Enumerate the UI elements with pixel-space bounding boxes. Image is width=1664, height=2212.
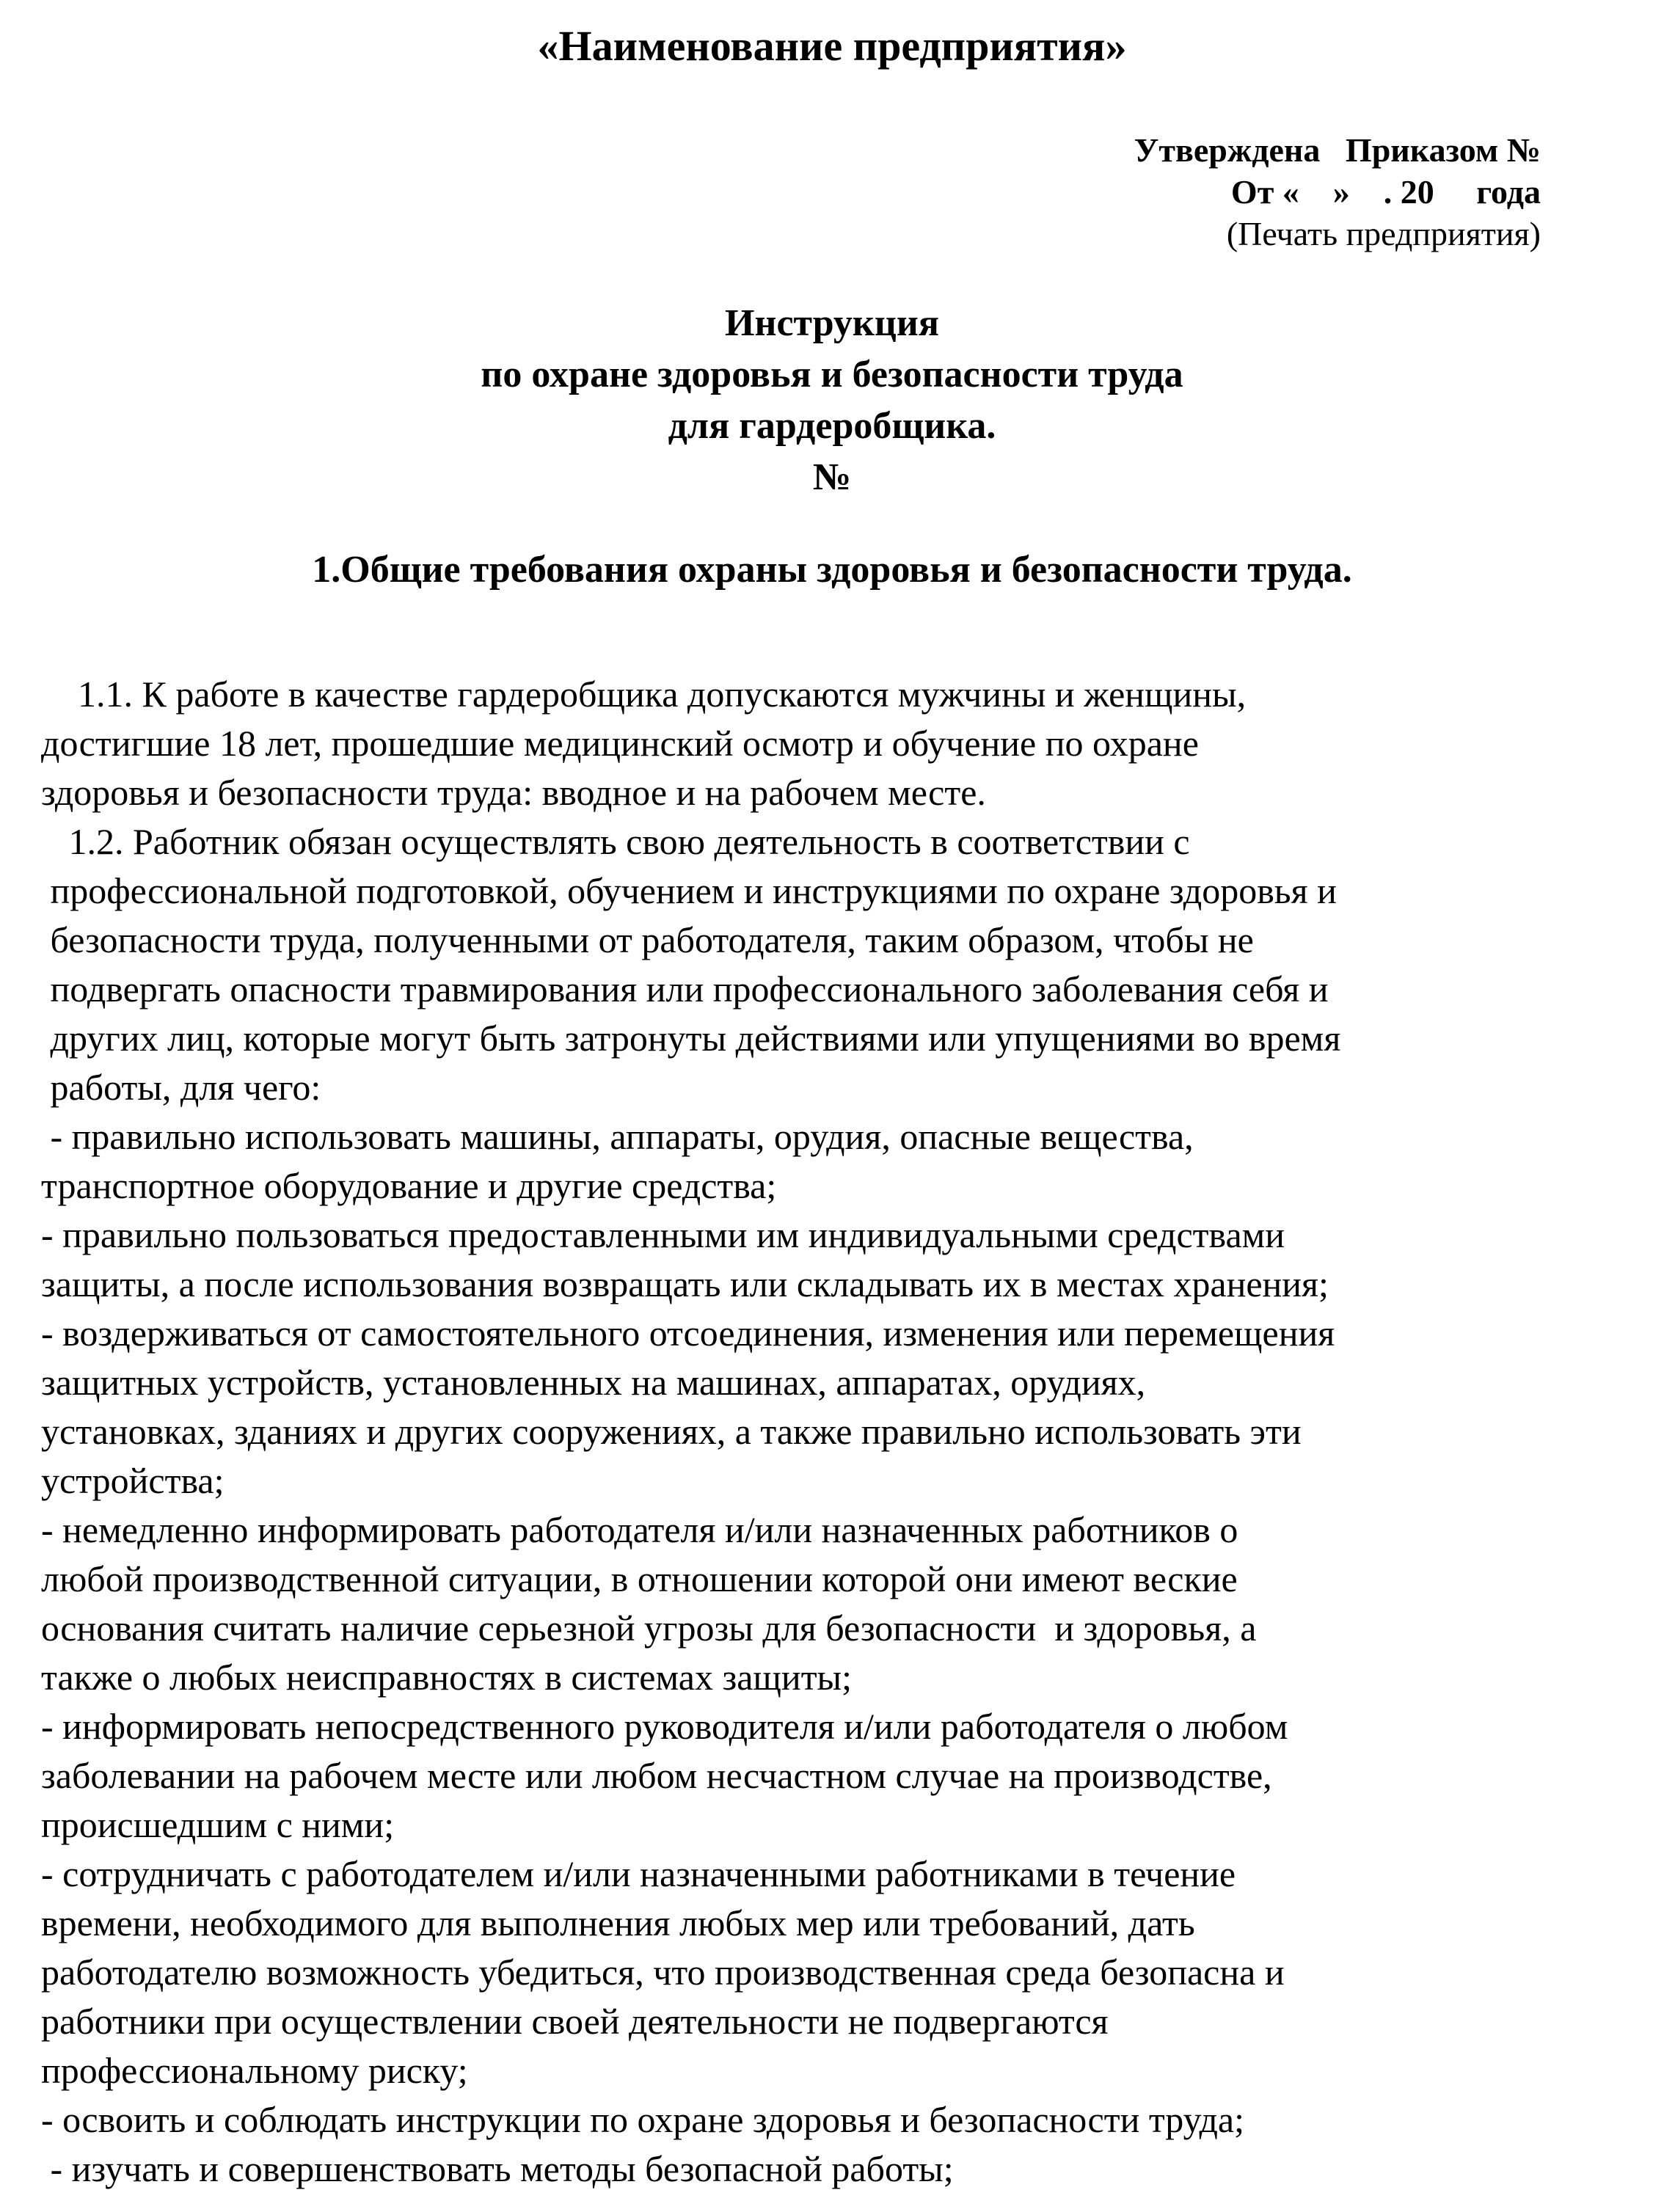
text-line: - немедленно информировать работодателя и/или назначенных работников о (41, 1509, 1238, 1550)
text-line: происшедшим с ними; (41, 1804, 395, 1845)
text-line: также о любых неисправностях в системах защиты; (41, 1657, 853, 1698)
text-line: безопасности труда, полученными от работодателя, таким образом, чтобы не (41, 919, 1254, 960)
text-line: - воздерживаться от самостоятельного отсоединения, изменения или перемещения (41, 1313, 1335, 1354)
document-title (0, 298, 1664, 503)
text-line: профессиональной подготовкой, обучением и инструкциями по охране здоровья и (41, 870, 1337, 911)
text-line: устройства; (41, 1460, 225, 1501)
section-heading: 1.Общие требования охраны здоровья и безопасности труда. (312, 549, 1352, 591)
text-line: - сотрудничать с работодателем и/или назначенными работниками в течение (41, 1853, 1236, 1894)
text-line: работники при осуществлении своей деятельности не подвергаются (41, 2001, 1109, 2042)
text-line: основания считать наличие серьезной угрозы для безопасности и здоровья, а (41, 1607, 1257, 1649)
title-number: № (812, 456, 852, 498)
text-line: любой производственной ситуации, в отношении которой они имеют веские (41, 1558, 1238, 1599)
stamp-placeholder: (Печать предприятия) (1226, 215, 1541, 252)
text-line: заболевании на рабочем месте или любом несчастном случае на производстве, (41, 1755, 1272, 1796)
text-line: установках, зданиях и других сооружениях, а также правильно использовать эти (41, 1411, 1302, 1452)
text-line: 1.1. К работе в качестве гардеробщика допускаются мужчины и женщины, (41, 674, 1247, 715)
text-line: подвергать опасности травмирования или профессионального заболевания себя и (41, 968, 1329, 1010)
text-line: - правильно пользоваться предоставленными им индивидуальными средствами (41, 1214, 1285, 1255)
text-line: - освоить и соблюдать инструкции по охране здоровья и безопасности труда; (41, 2099, 1245, 2140)
text-line: защитных устройств, установленных на машинах, аппаратах, орудиях, (41, 1362, 1146, 1403)
text-line: времени, необходимого для выполнения любых мер или требований, дать (41, 1902, 1195, 1943)
text-line: 1.2. Работник обязан осуществлять свою деятельность в соответствии с (41, 821, 1190, 862)
title-line-2: по охране здоровья и безопасности труда (481, 354, 1183, 395)
text-line: других лиц, которые могут быть затронуты действиями или упущениями во время (41, 1018, 1341, 1059)
section-body (41, 670, 1626, 2194)
title-line-3: для гардеробщика. (668, 405, 996, 447)
text-line: профессиональному риску; (41, 2050, 468, 2091)
text-line: - информировать непосредственного руководителя и/или работодателя о любом (41, 1706, 1288, 1747)
company-name: «Наименование предприятия» (537, 22, 1127, 70)
text-line: здоровья и безопасности труда: вводное и на рабочем месте. (41, 772, 986, 813)
text-line: достигшие 18 лет, прошедшие медицинский осмотр и обучение по охране (41, 723, 1199, 764)
approval-order-line: Утверждена Приказом № (1134, 131, 1541, 169)
text-line: работодателю возможность убедиться, что производственная среда безопасна и (41, 1952, 1285, 1993)
text-line: работы, для чего: (41, 1067, 321, 1108)
text-line: - правильно использовать машины, аппараты, орудия, опасные вещества, (41, 1116, 1194, 1157)
approval-date-line: От « » . 20 года (1230, 173, 1541, 211)
approval-block (880, 129, 1541, 255)
text-line: защиты, а после использования возвращать или складывать их в местах хранения; (41, 1263, 1329, 1304)
title-line-1: Инструкция (725, 302, 939, 344)
text-line: - изучать и совершенствовать методы безопасной работы; (41, 2148, 954, 2189)
text-line: транспортное оборудование и другие средства; (41, 1165, 777, 1206)
